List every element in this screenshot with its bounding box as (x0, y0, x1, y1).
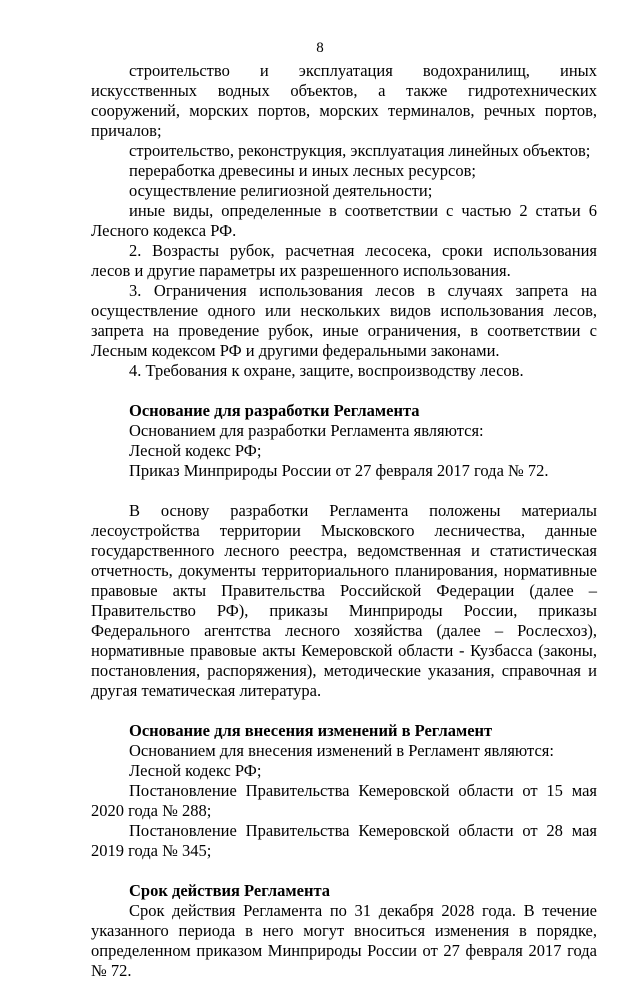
paragraph-changes-resolution-2020: Постановление Правительства Кемеровской области от 15 мая 2020 года № 288; (91, 781, 597, 820)
paragraph-changes-resolution-2019: Постановление Правительства Кемеровской области от 28 мая 2019 года № 345; (91, 821, 597, 860)
paragraph-linear-objects: строительство, реконструкция, эксплуатация линейных объектов; (129, 141, 591, 160)
paragraph-basis-intro: Основанием для разработки Регламента являются: (129, 421, 484, 440)
paragraph-reservoirs: строительство и эксплуатация водохранилищ, иных искусственных водных объектов, а также гидротехнических сооружений, морских портов, морских терминалов, речных портов, причалов; (91, 61, 597, 140)
paragraph-basis-order: Приказ Минприроды России от 27 февраля 2017 года № 72. (129, 461, 549, 480)
paragraph-changes-forest-code: Лесной кодекс РФ; (129, 761, 262, 780)
page-number: 8 (316, 40, 324, 56)
heading-changes: Основание для внесения изменений в Регламент (129, 721, 493, 740)
paragraph-wood-processing: переработка древесины и иных лесных ресурсов; (129, 161, 476, 180)
heading-term: Срок действия Регламента (129, 881, 331, 900)
paragraph-term: Срок действия Регламента по 31 декабря 2028 года. В течение указанного периода в него могут вноситься изменения в порядке, определенном приказом Минприроды России от 27 февраля 2017 года № 72. (91, 901, 597, 980)
paragraph-other-types: иные виды, определенные в соответствии с частью 2 статьи 6 Лесного кодекса РФ. (91, 201, 597, 240)
document-body (91, 61, 597, 981)
paragraph-basis-forest-code: Лесной кодекс РФ; (129, 441, 262, 460)
paragraph-religious-activity: осуществление религиозной деятельности; (129, 181, 433, 200)
paragraph-materials: В основу разработки Регламента положены материалы лесоустройства территории Мысковского лесничества, данные государственного лесного реестра, ведомственная и статистическая отчетность, документы территориального планирования, нормативные правовые акты Правительства Российской Федерации (далее – Правительство РФ), приказы Минприроды России, приказы Федерального агентства лесного хозяйства (далее – Рослесхоз), нормативные правовые акты Кемеровской области - Кузбасса (законы, постановления, распоряжения), методические указания, справочная и другая тематическая литература. (91, 501, 597, 700)
paragraph-item-2: 2. Возрасты рубок, расчетная лесосека, сроки использования лесов и другие параметры их разрешенного использования. (91, 241, 597, 280)
paragraph-item-4: 4. Требования к охране, защите, воспроизводству лесов. (129, 361, 524, 380)
paragraph-item-3: 3. Ограничения использования лесов в случаях запрета на осуществление одного или нескольких видов использования лесов, запрета на проведение рубок, иные ограничения, в соответствии с Лесным кодексом РФ и другими федеральными законами. (91, 281, 597, 360)
heading-basis: Основание для разработки Регламента (129, 401, 420, 420)
paragraph-changes-intro: Основанием для внесения изменений в Регламент являются: (129, 741, 554, 760)
